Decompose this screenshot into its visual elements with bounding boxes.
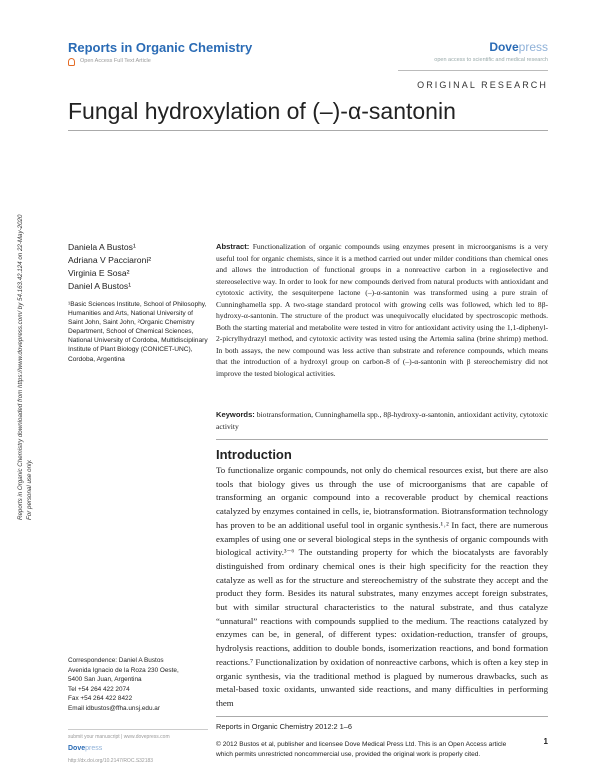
author: Daniela A Bustos¹ xyxy=(68,242,136,252)
journal-name: Reports in Organic Chemistry xyxy=(68,40,253,55)
publisher-logo-part-b: press xyxy=(518,40,548,54)
personal-use-note: For personal use only. xyxy=(26,459,33,520)
keywords-label: Keywords: xyxy=(216,410,255,419)
page-number: 1 xyxy=(543,737,548,746)
correspondence-email[interactable]: Email idbustos@ffha.unsj.edu.ar xyxy=(68,704,160,712)
correspondence-line: Correspondence: Daniel A Bustos xyxy=(68,657,164,664)
abstract-rule xyxy=(216,439,548,440)
correspondence-block xyxy=(68,656,218,714)
footer-rule-right xyxy=(216,716,548,717)
introduction-text: To functionalize organic compounds, not only do chemical resources exist, but there are also tools that biology gives us through the use of microorganisms that are capable of transforming an organic compound into a recoverable product by chemical reactions catalyzed by enzymes contained in cells, ie, biotransformation. Biotransformation technology has proven to be an additional useful tool in organic synthesis.¹˒² In fact, there are numerous examples of using one or several biological steps in the synthesis of organic compounds with biological activity.³⁻⁶ The outstanding property for which the biocatalysts are favorably distinguished from ordinary chemical ones is their high specificity for the reaction they catalyze as well as for the structure and stereochemistry of the substrate they accept and the product they form. Besides its natural substrates, many enzymes accept foreign substrates, but with similar structural characteristics to the natural substrate, and thus catalyze “unnatural” reactions with compounds supplied to the medium. The reactions catalyzed by enzymes can be, in general, of different types: oxidation-reduction, transfer of groups, hydrolysis reactions, addition to double bonds, isomerization reactions, and bond formation reactions.⁷ Functionalization by oxidation of nonreactive carbons, which is often a key step in organic synthesis, via the traditional method is plagued by numerous drawbacks, such as metal-based toxic oxidants, unwanted side reactions, and many difficulties in performing them xyxy=(216,465,548,708)
footer-publisher-logo xyxy=(68,745,102,752)
download-note: Reports in Organic Chemistry downloaded from https://www.dovepress.com/ by 54.163.42.124 on 22-May-2020 xyxy=(17,214,24,520)
correspondence-line: 5400 San Juan, Argentina xyxy=(68,676,142,684)
article-title: Fungal hydroxylation of (–)-α-santonin xyxy=(68,98,456,124)
footer-logo-part-a: Dove xyxy=(68,745,86,752)
author: Adriana V Pacciaroni² xyxy=(68,255,152,265)
author: Daniel A Bustos¹ xyxy=(68,281,132,291)
affiliations: ¹Basic Sciences Institute, School of Philosophy, Humanities and Arts, National University of Saint John, Saint John, ²Organic Chemistry Department, School of Chemical Sciences, National University of Cordoba, Multidisciplinary Institute of Plant Biology (CONICET-UNC), Cordoba, Argentina xyxy=(68,301,208,363)
section-rule xyxy=(398,70,548,71)
correspondence-line: Tel +54 264 422 2074 xyxy=(68,685,130,693)
journal-citation: Reports in Organic Chemistry 2012:2 1–6 xyxy=(216,722,352,731)
section-heading-introduction: Introduction xyxy=(216,447,292,462)
author: Virginia E Sosa² xyxy=(68,268,130,278)
article-section: ORIGINAL RESEARCH xyxy=(417,80,548,90)
publisher-logo-part-a: Dove xyxy=(489,40,519,54)
abstract-text: Functionalization of organic compounds using enzymes present in microorganisms is a very useful tool for organic chemists, since it is a method carried out under milder conditions than chemical ones and allows the introduction of functional groups in a nonreactive carbon in a regioselective and stereoselective way. In order to look for new compounds derived from natural products with antioxidant and cytotoxic activity, the sesquiterpene lactone (–)-α-santonin was transformed using a pure strain of Cunninghamella spp. A two-stage standard protocol with growing cells was followed, which led to 8β-hydroxy-α-santonin. The structure of the product was unequivocally elucidated by spectroscopic methods. Both the starting material and metabolite were tested in vitro for antioxidant activity using the 1,1-diphenyl-2-picrylhydrazyl method, and cytotoxic activity was tested using the Artemia salina (brine shrimp) method. In both assays, the new compound was less active than substrate and reference compounds, which means that the introduction of a hydroxyl group on carbon-8 of (–)-α-santonin with β stereochemistry did not improve the tested biological activities. xyxy=(216,242,549,379)
abstract-label: Abstract: xyxy=(216,242,250,251)
abstract xyxy=(216,241,548,380)
download-sidebar xyxy=(12,150,42,520)
publisher-logo xyxy=(489,40,548,54)
correspondence-line: Avenida Ignacio de la Roza 230 Oeste, xyxy=(68,666,179,674)
license-text: © 2012 Bustos et al, publisher and licensee Dove Medical Press Ltd. This is an Open Access article which permits unrestricted noncommercial use, provided the original work is properly cited. xyxy=(216,741,507,758)
publisher-tagline: open access to scientific and medical research xyxy=(434,57,548,63)
open-access-label: Open Access Full Text Article xyxy=(80,58,151,64)
keywords-text: biotransformation, Cunninghamella spp., 8β-hydroxy-α-santonin, antioxidant activity, cytotoxic activity xyxy=(216,410,548,431)
doi-link[interactable]: http://dx.doi.org/10.2147/ROC.S32183 xyxy=(68,758,154,764)
footer-logo-part-b: press xyxy=(85,745,103,752)
author-list xyxy=(68,241,208,293)
submit-manuscript-link[interactable]: submit your manuscript | www.dovepress.com xyxy=(68,734,170,740)
title-rule xyxy=(68,130,548,131)
open-access-lock-icon xyxy=(68,58,75,66)
keywords xyxy=(216,409,548,432)
footer-rule-left xyxy=(68,729,208,730)
correspondence-line: Fax +54 264 422 8422 xyxy=(68,695,133,703)
